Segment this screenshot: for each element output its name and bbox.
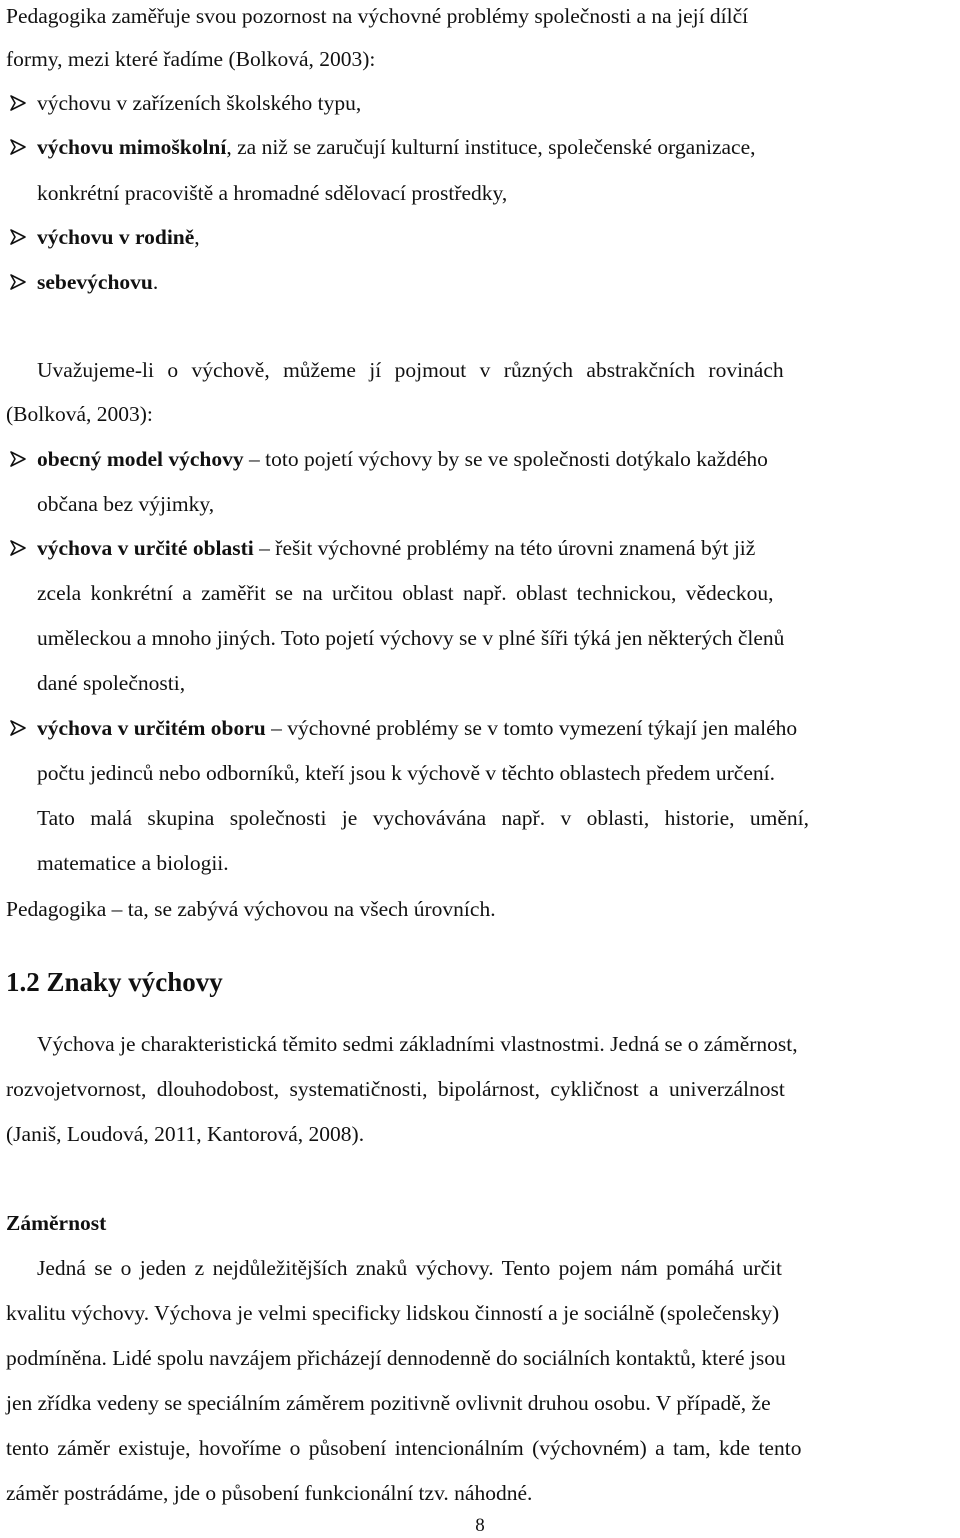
list-item — [37, 224, 200, 250]
list-item-continuation: uměleckou a mnoho jiných. Toto pojetí výchovy se v plné šíři týká jen některých členů — [37, 626, 785, 650]
paragraph-line: Pedagogika zaměřuje svou pozornost na výchovné problémy společnosti a na její dílčí — [6, 4, 749, 28]
list-item-continuation: zcela konkrétní a zaměřit se na určitou oblast např. oblast technickou, vědeckou, — [37, 581, 774, 605]
paragraph-line: (Bolková, 2003): — [6, 402, 153, 426]
list-item-continuation: Tato malá skupina společnosti je vychovávána např. v oblasti, historie, umění, — [37, 806, 810, 830]
list-item-text: – řešit výchovné problémy na této úrovni znamená být již — [253, 536, 756, 560]
arrow-bullet-icon — [8, 227, 28, 247]
list-item-continuation: občana bez výjimky, — [37, 492, 215, 516]
list-item-bold: sebevýchovu — [37, 270, 153, 294]
paragraph-line: jen zřídka vedeny se speciálním záměrem pozitivně ovlivnit druhou osobu. V případě, že — [6, 1391, 771, 1415]
list-item — [37, 269, 158, 295]
list-item — [37, 134, 756, 160]
list-item-continuation: matematice a biologii. — [37, 851, 229, 875]
page-number: 8 — [475, 1515, 485, 1536]
paragraph-line: záměr postrádáme, jde o působení funkcionální tzv. náhodné. — [6, 1481, 533, 1505]
paragraph-line: Uvažujeme-li o výchově, můžeme jí pojmout v různých abstrakčních rovinách — [37, 358, 784, 382]
list-item-bold: výchovu v rodině — [37, 225, 195, 249]
list-item-continuation: počtu jedinců nebo odborníků, kteří jsou k výchově v těchto oblastech předem určení. — [37, 761, 775, 785]
subsection-heading: Záměrnost — [6, 1211, 107, 1235]
paragraph-line: (Janiš, Loudová, 2011, Kantorová, 2008). — [6, 1122, 365, 1146]
paragraph-line: kvalitu výchovy. Výchova je velmi specificky lidskou činností a je sociálně (společensky) — [6, 1301, 780, 1325]
list-item — [37, 535, 755, 561]
arrow-bullet-icon — [8, 93, 28, 113]
list-item-continuation: konkrétní pracoviště a hromadné sdělovací prostředky, — [37, 181, 508, 205]
paragraph-line: rozvojetvornost, dlouhodobost, systematičnosti, bipolárnost, cykličnost a univerzálnost — [6, 1077, 785, 1101]
list-item: výchovu v zařízeních školského typu, — [37, 91, 362, 115]
paragraph-line: Výchova je charakteristická těmito sedmi základními vlastnostmi. Jedná se o záměrnost, — [37, 1032, 798, 1056]
list-item-text: . — [152, 270, 159, 294]
arrow-bullet-icon — [8, 137, 28, 157]
list-item-text: – výchovné problémy se v tomto vymezení týkají jen malého — [265, 716, 798, 740]
arrow-bullet-icon — [8, 449, 28, 469]
list-item-text: , za niž se zaručují kulturní instituce, společenské organizace, — [226, 135, 756, 159]
list-item-text: , — [194, 225, 200, 249]
list-item-bold: obecný model výchovy — [37, 447, 244, 471]
paragraph-line: tento záměr existuje, hovoříme o působení intencionálním (výchovném) a tam, kde tento — [6, 1436, 802, 1460]
list-item-text: – toto pojetí výchovy by se ve společnosti dotýkalo každého — [243, 447, 768, 471]
paragraph-line: podmíněna. Lidé spolu navzájem přicházejí dennodenně do sociálních kontaktů, které jsou — [6, 1346, 786, 1370]
list-item — [37, 715, 797, 741]
list-item — [37, 446, 768, 472]
paragraph-line: Pedagogika – ta, se zabývá výchovou na všech úrovních. — [6, 897, 496, 921]
arrow-bullet-icon — [8, 718, 28, 738]
arrow-bullet-icon — [8, 538, 28, 558]
list-item-bold: výchova v určité oblasti — [37, 536, 254, 560]
paragraph-line: formy, mezi které řadíme (Bolková, 2003): — [6, 47, 376, 71]
paragraph-line: Jedná se o jeden z nejdůležitějších znaků výchovy. Tento pojem nám pomáhá určit — [37, 1256, 782, 1280]
arrow-bullet-icon — [8, 272, 28, 292]
list-item-bold: výchova v určitém oboru — [37, 716, 266, 740]
section-heading: 1.2 Znaky výchovy — [6, 967, 223, 997]
list-item-continuation: dané společnosti, — [37, 671, 186, 695]
list-item-bold: výchovu mimoškolní — [37, 135, 227, 159]
